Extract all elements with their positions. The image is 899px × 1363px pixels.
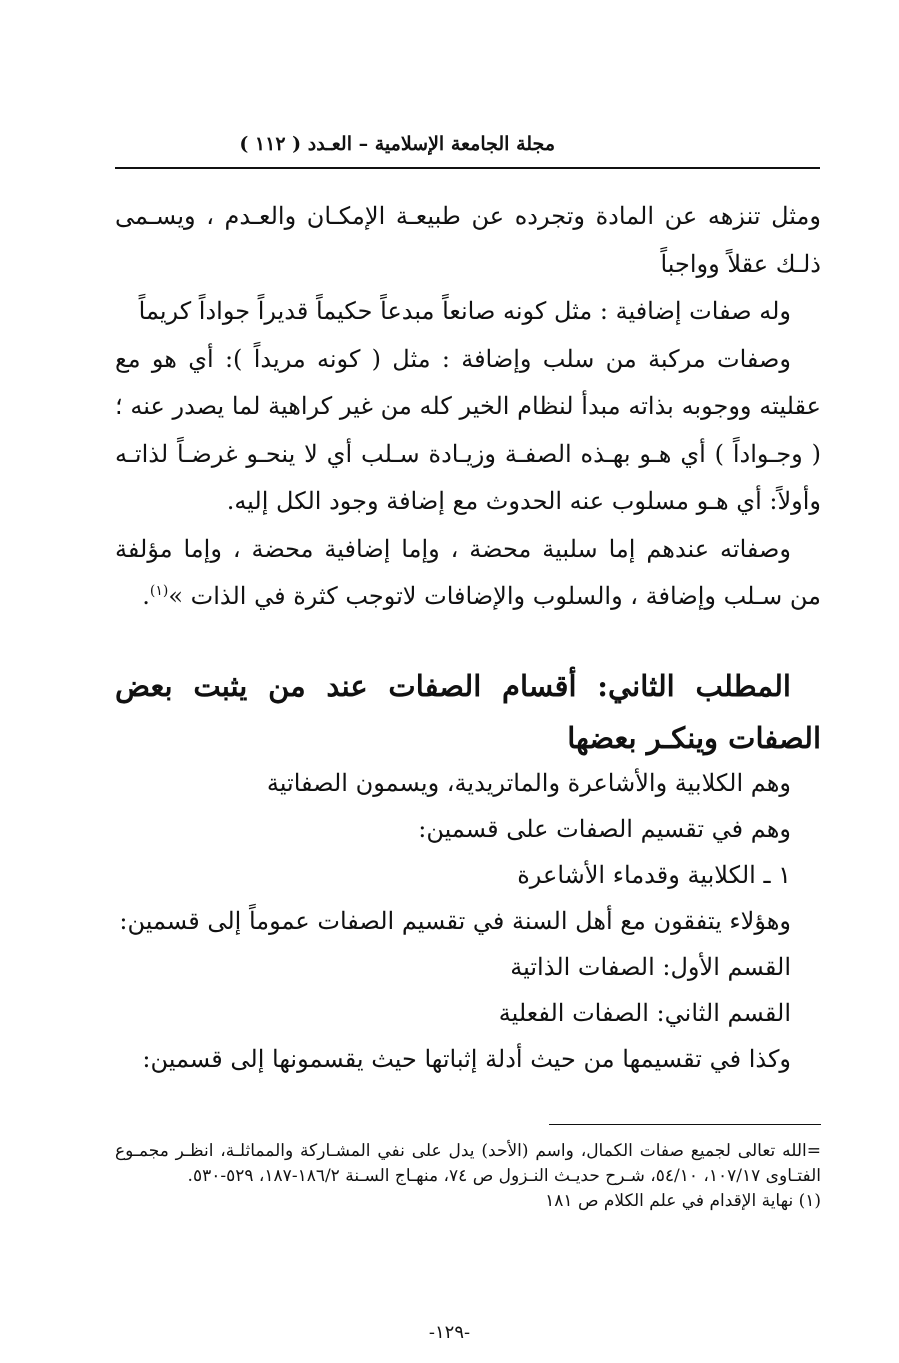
list-block <box>115 760 821 1082</box>
body-text <box>115 193 821 621</box>
body-paragraph: وله صفات إضافية : مثل كونه صانعاً مبدعاً حكيماً قديراً جواداً كريماً <box>138 297 791 325</box>
list-line: وهؤلاء يتفقون مع أهل السنة في تقسيم الصفات عموماً إلى قسمين: <box>119 907 791 935</box>
footnotes <box>115 1139 821 1214</box>
body-paragraph-text: وصفاته عندهم إما سلبية محضة ، وإما إضافية محضة ، وإما مؤلفة من سـلب وإضافة ، والسلوب والإضافات لاتوجب كثرة في الذات » <box>115 534 821 610</box>
footnote: =الله تعالى لجميع صفات الكمال، واسم (الأحد) يدل على نفي المشـاركة والمماثلـة، انظـر مجمـوع الفتـاوى ١٠٧/١٧، ٥٤/١٠، شـرح حديـث النـزول ص ٧٤، منهـاج السـنة ١٨٦/٢-١٨٧، ٥٢٩-٥٣٠. <box>115 1141 821 1186</box>
running-head: مجلة الجامعة الإسلامية – العـدد ( ١١٢ ) <box>239 133 555 155</box>
footnote-marker: (١) <box>149 583 169 599</box>
list-line: ١ ـ الكلابية وقدماء الأشاعرة <box>517 861 791 889</box>
footnote: (١) نهاية الإقدام في علم الكلام ص ١٨١ <box>545 1191 821 1211</box>
list-line: وهم في تقسيم الصفات على قسمين: <box>418 815 791 843</box>
page-number: -١٢٩- <box>428 1322 471 1343</box>
footnote-rule <box>549 1124 821 1125</box>
list-line: وهم الكلابية والأشاعرة والماتريدية، ويسمون الصفاتية <box>266 769 791 797</box>
header-rule <box>115 167 820 169</box>
closing-dot: . <box>142 582 150 610</box>
body-paragraph <box>115 526 821 621</box>
body-paragraph: ومثل تنزهه عن المادة وتجرده عن طبيعـة الإمكـان والعـدم ، ويسـمى ذلـك عقلاً وواجباً <box>115 202 821 278</box>
body-paragraph: وصفات مركبة من سلب وإضافة : مثل ( كونه مريداً ): أي هو مع عقليته ووجوبه بذاته مبدأ لنظام الخير كله من غير كراهية لما يصدر عنه ؛ ( وجـواداً ) أي هـو بهـذه الصفـة وزيـادة سـلب أي لا ينحـو غرضـاً لذاتـه وأولاً: أي هـو مسلوب عنه الحدوث مع إضافة وجود الكل إليه. <box>115 344 821 515</box>
list-line: وكذا في تقسيمها من حيث أدلة إثباتها حيث يقسمونها إلى قسمين: <box>142 1045 791 1073</box>
section-title: المطلب الثاني: أقسام الصفات عند من يثبت بعض الصفات وينكـر بعضها <box>115 669 821 755</box>
list-line: القسم الثاني: الصفات الفعلية <box>498 999 791 1027</box>
list-line: القسم الأول: الصفات الذاتية <box>510 953 791 981</box>
